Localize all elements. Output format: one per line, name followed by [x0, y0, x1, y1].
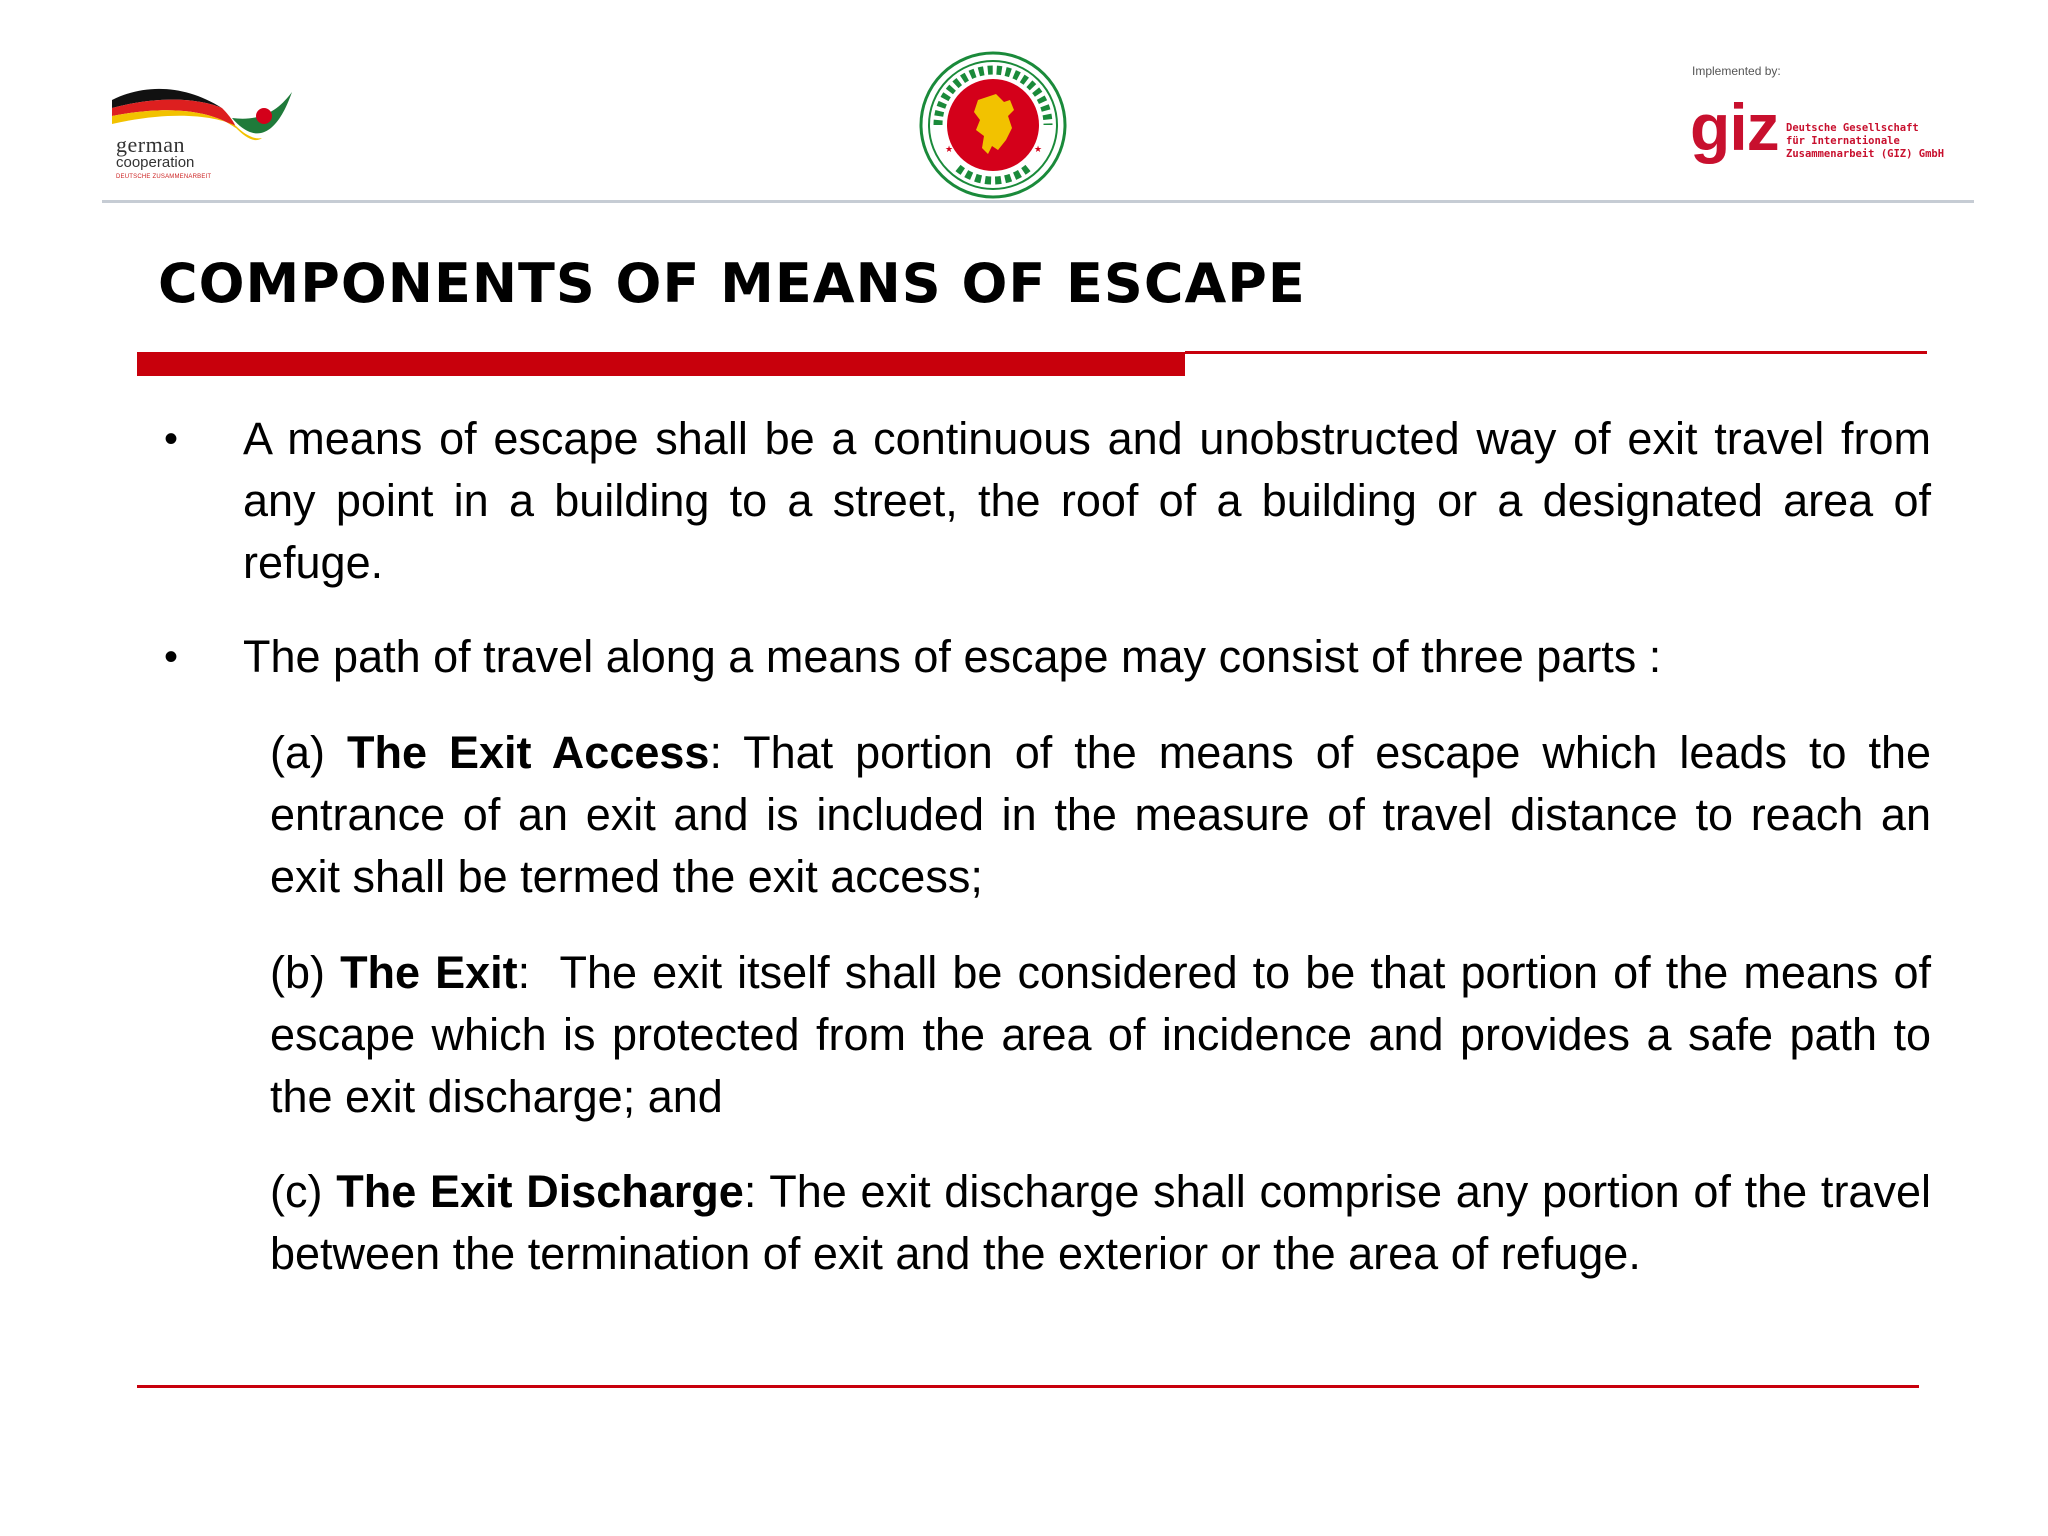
part-c-paragraph [270, 1161, 1931, 1285]
bullet-text-2: The path of travel along a means of escape may consist of three parts : [243, 631, 1662, 682]
giz-wordmark: giz [1690, 90, 1779, 164]
implemented-by-label: Implemented by: [1692, 64, 1781, 78]
slide-title: COMPONENTS OF MEANS OF ESCAPE [158, 252, 1306, 315]
footer-divider [137, 1385, 1919, 1388]
part-c-prefix: (c) [270, 1166, 337, 1217]
part-c-text: : The exit discharge shall comprise any portion of the travel between the termination of exit and the exterior or the area of refuge. [270, 1166, 1931, 1279]
title-underline-thick [137, 352, 1185, 376]
giz-name-line-1: Deutsche Gesellschaft [1786, 122, 1919, 134]
part-a-paragraph [270, 722, 1931, 908]
deutsche-zusammenarbeit-label: DEUTSCHE ZUSAMMENARBEIT [116, 174, 212, 180]
part-b-paragraph [270, 942, 1944, 1128]
part-a-prefix: (a) [270, 727, 347, 778]
cooperation-label: cooperation [116, 154, 195, 171]
bullet-marker-2: • [164, 635, 179, 679]
bullet-text-1: A means of escape shall be a continuous and unobstructed way of exit travel from any point in a building to a street, the roof of a building or a designated area of refuge. [243, 413, 1931, 588]
svg-text:★: ★ [1034, 145, 1043, 155]
bullet-marker-1: • [164, 417, 179, 461]
part-b-term: The Exit [340, 947, 518, 998]
title-underline-thin [1185, 351, 1927, 354]
german-cooperation-logo [104, 78, 294, 188]
part-b-text: : The exit itself shall be considered to be that portion of the means of escape which is protected from the area of incidence and provides a safe path to the exit discharge; and [270, 947, 1944, 1122]
bangladesh-government-seal-icon [918, 50, 1068, 200]
part-a-term: The Exit Access [346, 727, 710, 778]
giz-name-line-2: für Internationale [1786, 135, 1900, 147]
german-label: german [116, 132, 185, 157]
giz-name-line-3: Zusammenarbeit (GIZ) GmbH [1786, 148, 1945, 160]
part-b-prefix: (b) [270, 947, 341, 998]
giz-logo [1690, 64, 1990, 184]
giz-full-name [1786, 122, 1944, 161]
header-divider [102, 200, 1974, 203]
part-c-term: The Exit Discharge [336, 1166, 744, 1217]
svg-text:★: ★ [945, 145, 954, 155]
part-a-text: : That portion of the means of escape which leads to the entrance of an exit and is included in the measure of travel distance to reach an exit shall be termed the exit access; [270, 727, 1932, 902]
